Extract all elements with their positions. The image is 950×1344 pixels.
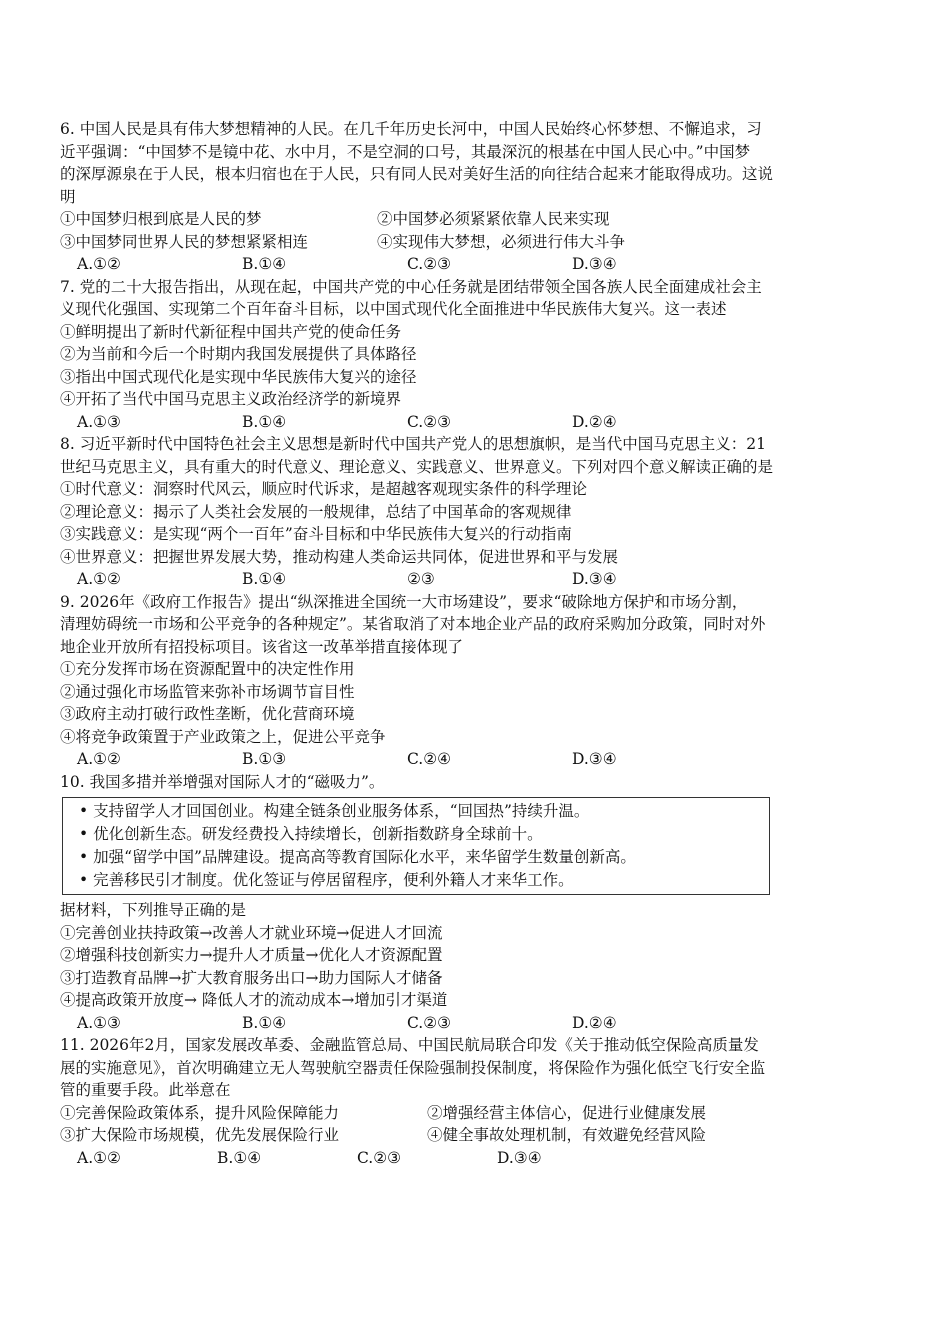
question-10-option: ①完善创业扶持政策→改善人才就业环境→促进人才回流 — [60, 923, 443, 942]
choice-c[interactable]: C.②③ — [407, 1013, 452, 1032]
question-10 — [60, 771, 860, 1035]
question-8-choices — [60, 568, 860, 591]
question-11-option: ①完善保险政策体系，提升风险保障能力 — [60, 1103, 340, 1122]
choice-c[interactable]: ②③ — [407, 570, 435, 588]
question-9 — [60, 591, 860, 771]
question-11-option: ③扩大保险市场规模，优先发展保险行业 — [60, 1126, 340, 1144]
question-8-option: ④世界意义：把握世界发展大势，推动构建人类命运共同体，促进世界和平与发展 — [60, 547, 619, 566]
question-11-stem-line: 11. 2026年2月，国家发展改革委、金融监管总局、中国民航局联合印发《关于推动低空保险高质量发 — [60, 1036, 759, 1054]
choice-c[interactable]: C.②③ — [407, 255, 452, 273]
question-6-option: ④实现伟大梦想，必须进行伟大斗争 — [377, 232, 626, 251]
question-8 — [60, 433, 860, 591]
choice-b[interactable]: B.①④ — [242, 255, 287, 273]
choice-d[interactable]: D.③④ — [572, 750, 617, 768]
question-9-option: ①充分发挥市场在资源配置中的决定性作用 — [60, 660, 355, 678]
choice-d[interactable]: D.③④ — [572, 255, 617, 273]
question-9-stem-line: 地企业开放所有招投标项目。该省这一改革举措直接体现了 — [60, 637, 464, 656]
question-6-option: ③中国梦同世界人民的梦想紧紧相连 — [60, 232, 309, 251]
question-10-question: 据材料，下列推导正确的是 — [60, 901, 247, 919]
material-item: • 加强“留学中国”品牌建设。提高高等教育国际化水平，来华留学生数量创新高。 — [79, 848, 636, 866]
question-10-option: ③打造教育品牌→扩大教育服务出口→助力国际人才储备 — [60, 968, 443, 987]
choice-d[interactable]: D.③④ — [572, 570, 617, 588]
question-7-choices — [60, 411, 860, 434]
choice-c[interactable]: C.②③ — [407, 412, 452, 431]
choice-b[interactable]: B.①④ — [242, 1013, 287, 1032]
choice-d[interactable]: D.②④ — [572, 1013, 617, 1032]
choice-b[interactable]: B.①④ — [242, 570, 287, 588]
question-11 — [60, 1034, 860, 1169]
question-6-stem-line: 6. 中国人民是具有伟大梦想精神的人民。在几千年历史长河中，中国人民始终心怀梦想、不懈追求，习 — [60, 120, 762, 138]
choice-a[interactable]: A.①③ — [77, 412, 121, 431]
choice-d[interactable]: D.③④ — [497, 1148, 542, 1167]
question-8-stem-line: 8. 习近平新时代中国特色社会主义思想是新时代中国共产党人的思想旗帜，是当代中国马克思主义：21 — [60, 435, 766, 453]
question-9-option: ④将竞争政策置于产业政策之上，促进公平竞争 — [60, 727, 386, 746]
choice-a[interactable]: A.①② — [77, 750, 121, 768]
question-6-stem-line: 的深厚源泉在于人民，根本归宿也在于人民，只有同人民对美好生活的向往结合起来才能取得成功。这说 — [60, 165, 774, 183]
choice-d[interactable]: D.②④ — [572, 412, 617, 431]
question-9-stem-line: 9. 2026年《政府工作报告》提出“纵深推进全国统一大市场建设”，要求“破除地方保护和市场分割， — [60, 592, 748, 611]
question-7-option: ①鲜明提出了新时代新征程中国共产党的使命任务 — [60, 322, 402, 341]
question-9-choices — [60, 748, 860, 771]
question-10-option: ④提高政策开放度→ 降低人才的流动成本→增加引才渠道 — [60, 991, 448, 1009]
question-7-stem-line: 7. 党的二十大报告指出，从现在起，中国共产党的中心任务就是团结带领全国各族人民全面建成社会主 — [60, 277, 762, 296]
choice-a[interactable]: A.①② — [77, 255, 121, 273]
question-6 — [60, 118, 860, 276]
question-7-stem-line: 义现代化强国、实现第二个百年奋斗目标，以中国式现代化全面推进中华民族伟大复兴。这一表述 — [60, 300, 727, 318]
choice-b[interactable]: B.①④ — [242, 412, 287, 431]
question-9-option: ③政府主动打破行政性垄断，优化营商环境 — [60, 705, 355, 723]
question-11-stem-line: 展的实施意见》，首次明确建立无人驾驶航空器责任保险强制投保制度，将保险作为强化低空飞行安全监 — [60, 1058, 766, 1077]
question-11-option-row — [60, 1124, 860, 1147]
question-8-option: ③实践意义：是实现“两个一百年”奋斗目标和中华民族伟大复兴的行动指南 — [60, 525, 572, 543]
question-11-option: ②增强经营主体信心，促进行业健康发展 — [427, 1103, 707, 1122]
question-11-option-row — [60, 1102, 860, 1125]
choice-a[interactable]: A.①② — [77, 1148, 121, 1167]
question-6-option: ①中国梦归根到底是人民的梦 — [60, 210, 262, 228]
question-7 — [60, 276, 860, 434]
material-item: • 完善移民引才制度。优化签证与停居留程序，便利外籍人才来华工作。 — [79, 871, 574, 889]
material-box — [62, 797, 770, 895]
question-10-option: ②增强科技创新实力→提升人才质量→优化人才资源配置 — [60, 946, 443, 964]
question-8-option: ①时代意义：洞察时代风云，顺应时代诉求，是超越客观现实条件的科学理论 — [60, 480, 588, 498]
question-11-option: ④健全事故处理机制，有效避免经营风险 — [427, 1126, 707, 1144]
question-6-choices — [60, 253, 860, 276]
choice-c[interactable]: C.②③ — [357, 1148, 402, 1167]
question-8-stem-line: 世纪马克思主义，具有重大的时代意义、理论意义、实践意义、世界意义。下列对四个意义解读正确的是 — [60, 457, 774, 476]
question-6-option-row — [60, 231, 860, 254]
choice-c[interactable]: C.②④ — [407, 750, 452, 768]
question-8-option: ②理论意义：揭示了人类社会发展的一般规律，总结了中国革命的客观规律 — [60, 502, 572, 521]
choice-b[interactable]: B.①③ — [242, 750, 287, 768]
question-11-choices — [60, 1147, 860, 1170]
choice-b[interactable]: B.①④ — [217, 1148, 262, 1167]
question-6-option: ②中国梦必须紧紧依靠人民来实现 — [377, 210, 610, 228]
material-item: • 优化创新生态。研发经费投入持续增长，创新指数跻身全球前十。 — [79, 825, 543, 843]
question-9-option: ②通过强化市场监管来弥补市场调节盲目性 — [60, 682, 355, 701]
question-10-stem: 10. 我国多措并举增强对国际人才的“磁吸力”。 — [60, 772, 385, 791]
exam-page — [60, 118, 860, 1169]
choice-a[interactable]: A.①③ — [77, 1013, 121, 1032]
question-11-stem-line: 管的重要手段。此举意在 — [60, 1081, 231, 1099]
question-7-option: ③指出中国式现代化是实现中华民族伟大复兴的途径 — [60, 367, 417, 386]
question-10-choices — [60, 1012, 860, 1035]
material-item: • 支持留学人才回国创业。构建全链条创业服务体系，“回国热”持续升温。 — [79, 802, 590, 820]
question-6-stem-line: 明 — [60, 187, 76, 206]
question-9-stem-line: 清理妨碍统一市场和公平竞争的各种规定”。某省取消了对本地企业产品的政府采购加分政策，同时对外 — [60, 615, 766, 633]
question-6-stem-line: 近平强调：“中国梦不是镜中花、水中月，不是空洞的口号，其最深沉的根基在中国人民心中。”中国梦 — [60, 142, 751, 161]
question-7-option: ④开拓了当代中国马克思主义政治经济学的新境界 — [60, 390, 402, 408]
question-6-option-row — [60, 208, 860, 231]
choice-a[interactable]: A.①② — [77, 570, 121, 588]
question-7-option: ②为当前和今后一个时期内我国发展提供了具体路径 — [60, 345, 417, 363]
